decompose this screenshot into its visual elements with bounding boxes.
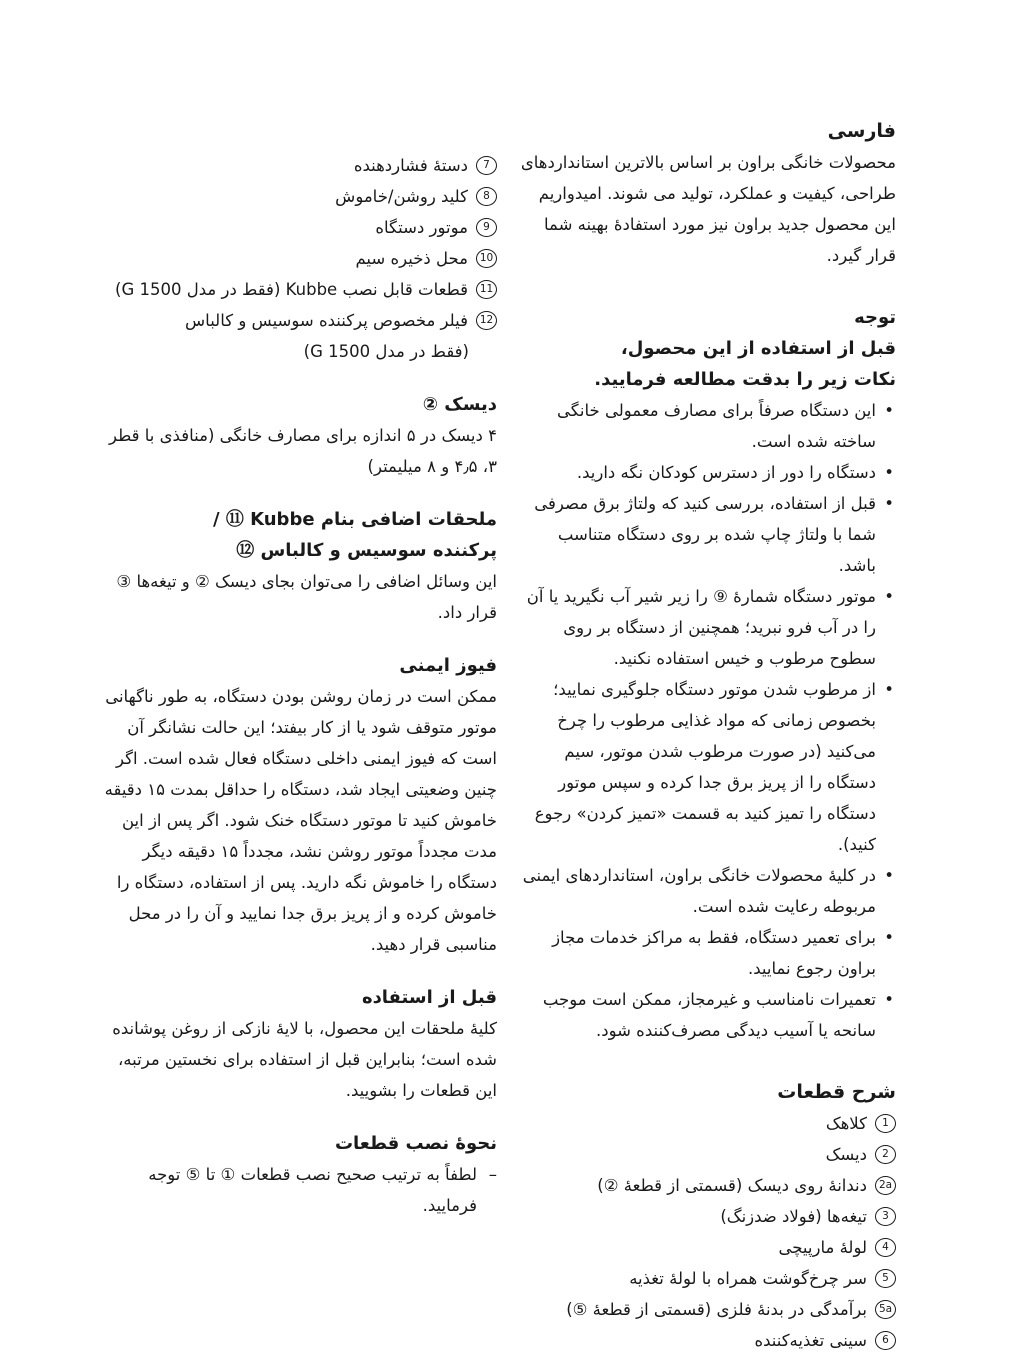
assembly-list [97, 1159, 497, 1221]
part-12-note: (فقط در مدل G 1500) [303, 342, 469, 361]
part-item [97, 305, 497, 336]
before-use-heading: قبل از استفاده [361, 987, 497, 1008]
caution-line-2: نکات زیر را بدقت مطالعه فرمایید. [594, 369, 896, 390]
part-item [518, 1294, 896, 1325]
part-item [518, 1170, 896, 1201]
part-number-badge: 5a [875, 1300, 896, 1319]
part-item [518, 1108, 896, 1139]
parts-list [518, 1108, 896, 1356]
safety-bullet: • در کلیهٔ محصولات خانگی براون، استانداردهای ایمنی مربوطه رعایت شده است. [518, 860, 896, 922]
safety-bullet: • تعمیرات نامناسب و غیرمجاز، ممکن است موجب سانحه یا آسیب دیدگی مصرف‌کننده شود. [518, 984, 896, 1046]
part-number-badge: 2a [875, 1176, 896, 1195]
part-label: سر چرخ‌گوشت همراه با لولهٔ تغذیه [629, 1269, 867, 1288]
left-column [97, 150, 497, 1221]
intro-paragraph: محصولات خانگی براون بر اساس بالاترین استانداردهای طراحی، کیفیت و عملکرد، تولید می شوند. امیدواریم این محصول جدید براون نیز مورد استفادهٔ بهینه شما قرار گیرد. [520, 153, 896, 265]
safety-bullets [518, 395, 896, 1046]
part-label: موتور دستگاه [375, 218, 468, 237]
right-column [518, 116, 896, 1356]
part-item [518, 1139, 896, 1170]
part-label: قطعات قابل نصب Kubbe (فقط در مدل G 1500) [115, 280, 468, 299]
part-item [518, 1325, 896, 1356]
part-item [518, 1263, 896, 1294]
caution-line-1: قبل از استفاده از این محصول، [620, 338, 896, 359]
safety-bullet: • موتور دستگاه شمارهٔ ⑨ را زیر شیر آب نگیرید یا آن را در آب فرو نبرید؛ همچنین از دستگاه بر روی سطوح مرطوب و خیس استفاده نکنید. [518, 581, 896, 674]
caution-heading: توجه [854, 307, 896, 328]
part-label: کلید روشن/خاموش [335, 187, 468, 206]
language-title: فارسی [827, 120, 896, 142]
safety-bullet: • دستگاه را دور از دسترس کودکان نگه دارید. [518, 457, 896, 488]
part-item [518, 1232, 896, 1263]
part-label: محل ذخیره سیم [355, 249, 468, 268]
part-label: سینی تغذیه‌کننده [754, 1331, 867, 1350]
disc-heading: دیسک ② [422, 394, 497, 415]
part-label: برآمدگی در بدنهٔ فلزی (قسمتی از قطعهٔ ⑤) [566, 1300, 867, 1319]
part-item [518, 1201, 896, 1232]
part-item [97, 150, 497, 181]
part-number-badge: 4 [875, 1238, 896, 1257]
part-label: فیلر مخصوص پرکننده سوسیس و کالباس [185, 311, 468, 330]
accessories-heading-1: ملحقات اضافی بنام Kubbe ⑪ / [213, 509, 497, 530]
part-number-badge: 11 [476, 280, 497, 299]
before-use-text: کلیهٔ ملحقات این محصول، با لایهٔ نازکی از روغن پوشانده شده است؛ بنابراین قبل از استفاده برای نخستین مرتبه، این قطعات را بشویید. [112, 1019, 497, 1100]
safety-bullet: • از مرطوب شدن موتور دستگاه جلوگیری نمایید؛ بخصوص زمانی که مواد غذایی مرطوب را چرخ می‌کنید (در صورت مرطوب شدن موتور، سیم دستگاه را از پریز برق جدا کرده و سپس موتور دستگاه را تمیز کنید به قسمت «تمیز کردن» رجوع کنید). [518, 674, 896, 860]
part-number-badge: 10 [476, 249, 497, 268]
part-item [97, 212, 497, 243]
part-number-badge: 5 [875, 1269, 896, 1288]
part-label: دندانهٔ روی دیسک (قسمتی از قطعهٔ ②) [597, 1176, 867, 1195]
part-number-badge: 6 [875, 1331, 896, 1350]
accessories-heading-2: پرکننده سوسیس و کالباس ⑫ [236, 540, 497, 561]
part-label: دستهٔ فشاردهنده [353, 156, 468, 175]
part-number-badge: 7 [476, 156, 497, 175]
part-number-badge: 2 [875, 1145, 896, 1164]
assembly-heading: نحوهٔ نصب قطعات [334, 1133, 497, 1154]
part-number-badge: 1 [875, 1114, 896, 1133]
part-item [97, 243, 497, 274]
disc-text: ۴ دیسک در ۵ اندازه برای مصارف خانگی (منافذی با قطر ۳، ۴٫۵ و ۸ میلیمتر) [109, 426, 497, 476]
part-number-badge: 12 [476, 311, 497, 330]
fuse-heading: فیوز ایمنی [399, 655, 497, 676]
part-number-badge: 9 [476, 218, 497, 237]
safety-bullet: • قبل از استفاده، بررسی کنید که ولتاژ برق مصرفی شما با ولتاژ چاپ شده بر روی دستگاه متناسب باشد. [518, 488, 896, 581]
part-label: کلاهک [825, 1114, 867, 1133]
safety-bullet: • برای تعمیر دستگاه، فقط به مراکز خدمات مجاز براون رجوع نمایید. [518, 922, 896, 984]
assembly-item: – لطفاً به ترتیب صحیح نصب قطعات ① تا ⑤ توجه فرمایید. [97, 1159, 497, 1221]
part-number-badge: 3 [875, 1207, 896, 1226]
parts-heading: شرح قطعات [777, 1081, 896, 1103]
parts-list-continued [97, 150, 497, 336]
part-label: تیغه‌ها (فولاد ضدزنگ) [720, 1207, 867, 1226]
part-item [97, 274, 497, 305]
safety-bullet: • این دستگاه صرفاً برای مصارف معمولی خانگی ساخته شده است. [518, 395, 896, 457]
accessories-text: این وسائل اضافی را می‌توان بجای دیسک ② و تیغه‌ها ③ قرار داد. [116, 572, 497, 622]
part-number-badge: 8 [476, 187, 497, 206]
part-label: لولهٔ مارپیچی [778, 1238, 867, 1257]
part-item [97, 181, 497, 212]
part-label: دیسک [825, 1145, 867, 1164]
fuse-text: ممکن است در زمان روشن بودن دستگاه، به طور ناگهانی موتور متوقف شود یا از کار بیفتد؛ این حالت نشانگر آن است که فیوز ایمنی داخلی دستگاه فعال شده است. اگر چنین وضعیتی ایجاد شد، دستگاه را حداقل بمدت ۱۵ دقیقه خاموش کنید تا موتور دستگاه خنک شود. اگر پس از این مدت مجدداً موتور روشن نشد، مجدداً ۱۵ دقیقه دیگر دستگاه را خاموش نگه دارید. پس از استفاده، دستگاه را خاموش کرده و از پریز برق جدا نمایید و آن را در محل مناسبی قرار دهید. [104, 687, 497, 954]
